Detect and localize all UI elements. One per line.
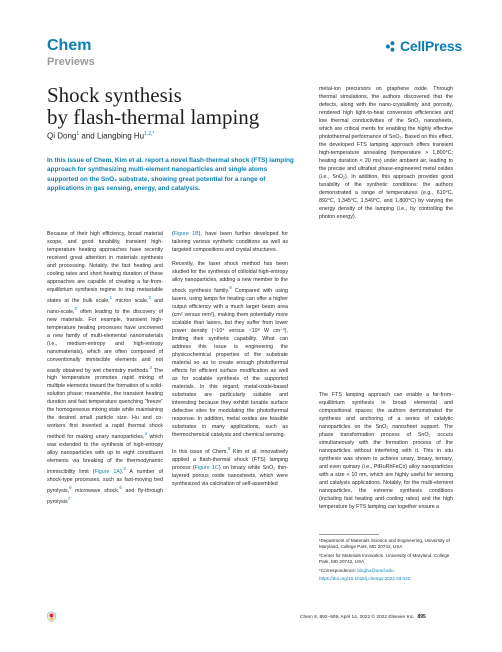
text-run: and nano-scale,	[47, 297, 163, 315]
paragraph: The FTS lamping approach can enable a far-from-equilibrium synthesis in broad elemental and compositional spaces; the authors demonstrated the synthesis and anchoring of a series of catalytic nanoparticles on the SnO₂ nanosheet support. The phase transformation process of SnO₂ occurs simultaneously with the formation process of the nanoparticles without interfering with it. This in situ synthesis was shown to achieve unary, binary, ternary, and even quinary (i.e., PtRuRhFeCo) alloy nanoparticles with a size < 10 nm, which are highly useful for sensing and catalysis applications. Notably, for the multi-element nanoparticles, the extreme synthesis conditions (including fast heating and cooling rates) and the high temperature by FTS lamping can together ensure a	[319, 392, 453, 510]
title-line-2: by flash-thermal lamping	[47, 105, 260, 129]
reference-link[interactable]: 7	[67, 495, 71, 501]
footnotes	[319, 538, 453, 584]
text-run: micron scale,	[112, 297, 149, 304]
text-run: and fly-through pyrolysis	[47, 487, 163, 505]
text-run: Kim et al. innovatively applied a flash-thermal shock (FTS) lamping process (	[172, 448, 288, 471]
reference-link[interactable]: 3	[149, 364, 152, 370]
text-run: The high temperature promotes rapid mixing of multiple elements toward the formation of a solid-solution phase; meanwhile, the transient heating duration and fast temperature quenching “freeze” the homogeneous mixing state while maintaining the desired small particle size. Hu and co-workers first invented a rapid thermal shock method for making unary nanoparticles,	[47, 367, 163, 441]
affiliation: ¹Department of Materials Science and Engineering, University of Maryland, College Park, MD 20742, USA	[319, 538, 450, 550]
email-link[interactable]: binghu@umd.edu	[357, 567, 394, 573]
reference-link[interactable]: 2	[148, 295, 151, 300]
figure-link[interactable]: Figure 1C	[194, 464, 219, 471]
article-title	[47, 84, 287, 128]
title-line-1: Shock synthesis	[47, 83, 182, 107]
column-3	[319, 391, 453, 517]
column-2	[172, 230, 288, 494]
author-name[interactable]: Liangbing Hu	[96, 131, 145, 141]
text-run: microwave shock,	[71, 487, 120, 494]
affiliation: ²Center for Materials Innovation, University of Maryland, College Park, MD 20742, USA	[319, 552, 450, 565]
paragraph	[172, 445, 288, 488]
figure-link[interactable]: Figure 1A	[94, 468, 120, 475]
text-run: Recently, the laser shock method has been studied for the synthesis of colloidal high-entropy alloy nanoparticles, adding a new member to the shock synthesis family.	[172, 261, 288, 294]
page-footer	[300, 614, 426, 620]
text-run: A number of shock-type processes, such as fast-moving bed pyrolysis,	[47, 468, 163, 494]
paragraph: (Figure 1B), have been further developed for tailoring various synthetic conditions as well as targeted compositions and crystal structures.	[172, 231, 288, 253]
text-run: often leading to the discovery of new materials. For example, transient high-temperature heating processes have uncovered a new family of multi-elemental nanomaterials (i.e., medium-entropy and high-entropy nanomaterials), which are often composed of conventionally immiscible elements and not easily obtained by wet chemistry methods.	[47, 308, 163, 374]
reference-link[interactable]: 4	[144, 431, 147, 437]
author-list	[47, 131, 154, 141]
section-label: Previews	[47, 56, 95, 68]
correspondence	[319, 568, 453, 574]
reference-link[interactable]: 8	[229, 285, 232, 290]
cellpress-logo-icon	[384, 40, 397, 53]
reference-link[interactable]: 6	[119, 484, 122, 490]
paragraph: metal-ion precursors on graphene oxide. Through thermal simulations, the authors discovered that the defects, along with the nano-crystallinity and porosity, rendered high light-to-heat conversion efficiencies and low thermal conductivities of the SnO₂ nanosheets, which are critical merits for enabling the highly effective photothermal performance of SnO₂. Based on this effect, the developed FTS lamping approach offers transient high-temperature annealing (temperature > 1,800°C; heating duration < 20 ms) under ambient air, leading to the precise and ultrafast phase-engineered metal oxides (i.e., SnO₂). In addition, this approach provides good tunability of the synthetic conditions: the authors demonstrated a range of temperatures (e.g., 610°C, 892°C, 1,345°C, 1,549°C, and 1,800°C) by varying the energy density of the lamping (i.e., by controlling the photon energy).	[319, 86, 453, 220]
page-number: 895	[417, 614, 426, 620]
figure-link[interactable]: Figure 1B	[173, 231, 199, 237]
reference-link[interactable]: 9	[227, 445, 231, 451]
text-run: which was extended to the synthesis of high-entropy alloy nanoparticles with up to eight constituent elements via breaking of the thermodynamic immiscibility limit (	[47, 434, 164, 475]
paragraph	[172, 260, 288, 439]
column-1	[47, 230, 163, 511]
publisher-logo[interactable]	[384, 38, 462, 54]
journal-name[interactable]: Chem	[47, 37, 92, 54]
reference-link[interactable]: 3	[74, 305, 77, 311]
text-run: Compared with using lasers, using lamps for heating can offer a higher output efficiency with a much larger beam area (cm² versus mm²), making them potentially more scalable than lasers, but they suffer from lower power density (~10⁴ versus ~10⁸ W cm⁻²), limiting their synthetic capability. What can address this issue is engineering the physicochemical properties of the substrate material so as to create enough photothermal effects for efficient surface modification as well as for scalable synthesis of the supported materials. In this regard, metal-oxide-based substrates are particularly suitable and interesting because they exhibit tunable surface defective sites for modulating the photothermal response. In addition, metal oxides are feasible substrates in many applications, such as thermochemical catalysis and chemical sensing.	[172, 287, 288, 438]
author-affiliation-mark: 1,2,*	[144, 131, 155, 137]
correspondence-label: *Correspondence:	[319, 567, 358, 573]
author-affiliation-mark: 1	[76, 131, 80, 137]
author-name[interactable]: Qi Dong	[47, 131, 77, 141]
author-separator: and	[79, 131, 97, 141]
column-3-top	[319, 85, 453, 227]
article-summary: In this issue of Chem, Kim et al. report a novel flash-thermal shock (FTS) lamping approach for synthesizing multi-element nanoparticles and single atoms supported on the SnO₂ substrate, showing great potential for a range of applications in gas sensing, energy, and catalysis.	[47, 157, 294, 193]
footnote-divider	[319, 534, 379, 535]
text-run: ) on binary white SnO₂ thin-layered porous oxide nanosheets, which were synthesized via calcination of self-assembled	[172, 464, 288, 487]
text-run: ), have been further developed for tailoring various synthetic conditions as well as targeted compositions and crystal structures.	[172, 231, 288, 253]
paragraph	[47, 230, 163, 505]
check-for-updates-icon[interactable]	[47, 611, 56, 622]
publisher-name: CellPress	[400, 38, 463, 54]
text-run: ).	[119, 468, 124, 475]
reference-link[interactable]: 1	[109, 295, 113, 300]
reference-link[interactable]: 3	[123, 466, 126, 472]
citation-line: Chem 8, 892–909, April 14, 2022 © 2022 Elsevier Inc.	[300, 615, 415, 620]
reference-link[interactable]: 5	[69, 484, 72, 490]
text-run: In this issue of Chem,	[172, 448, 228, 455]
text-run: Because of their high efficiency, broad material scope, and good tunability, transient high-temperature heating approaches have recently received great attention in materials synthesis and processing. Notably, the fast heating and cooling rates and short heating duration of these approaches are capable of creating a far-from-equilibrium synthesis regime to trap metastable states at the bulk scale,	[47, 231, 163, 304]
doi-link[interactable]: https://doi.org/10.1016/j.chempr.2022.03.022	[319, 576, 411, 582]
